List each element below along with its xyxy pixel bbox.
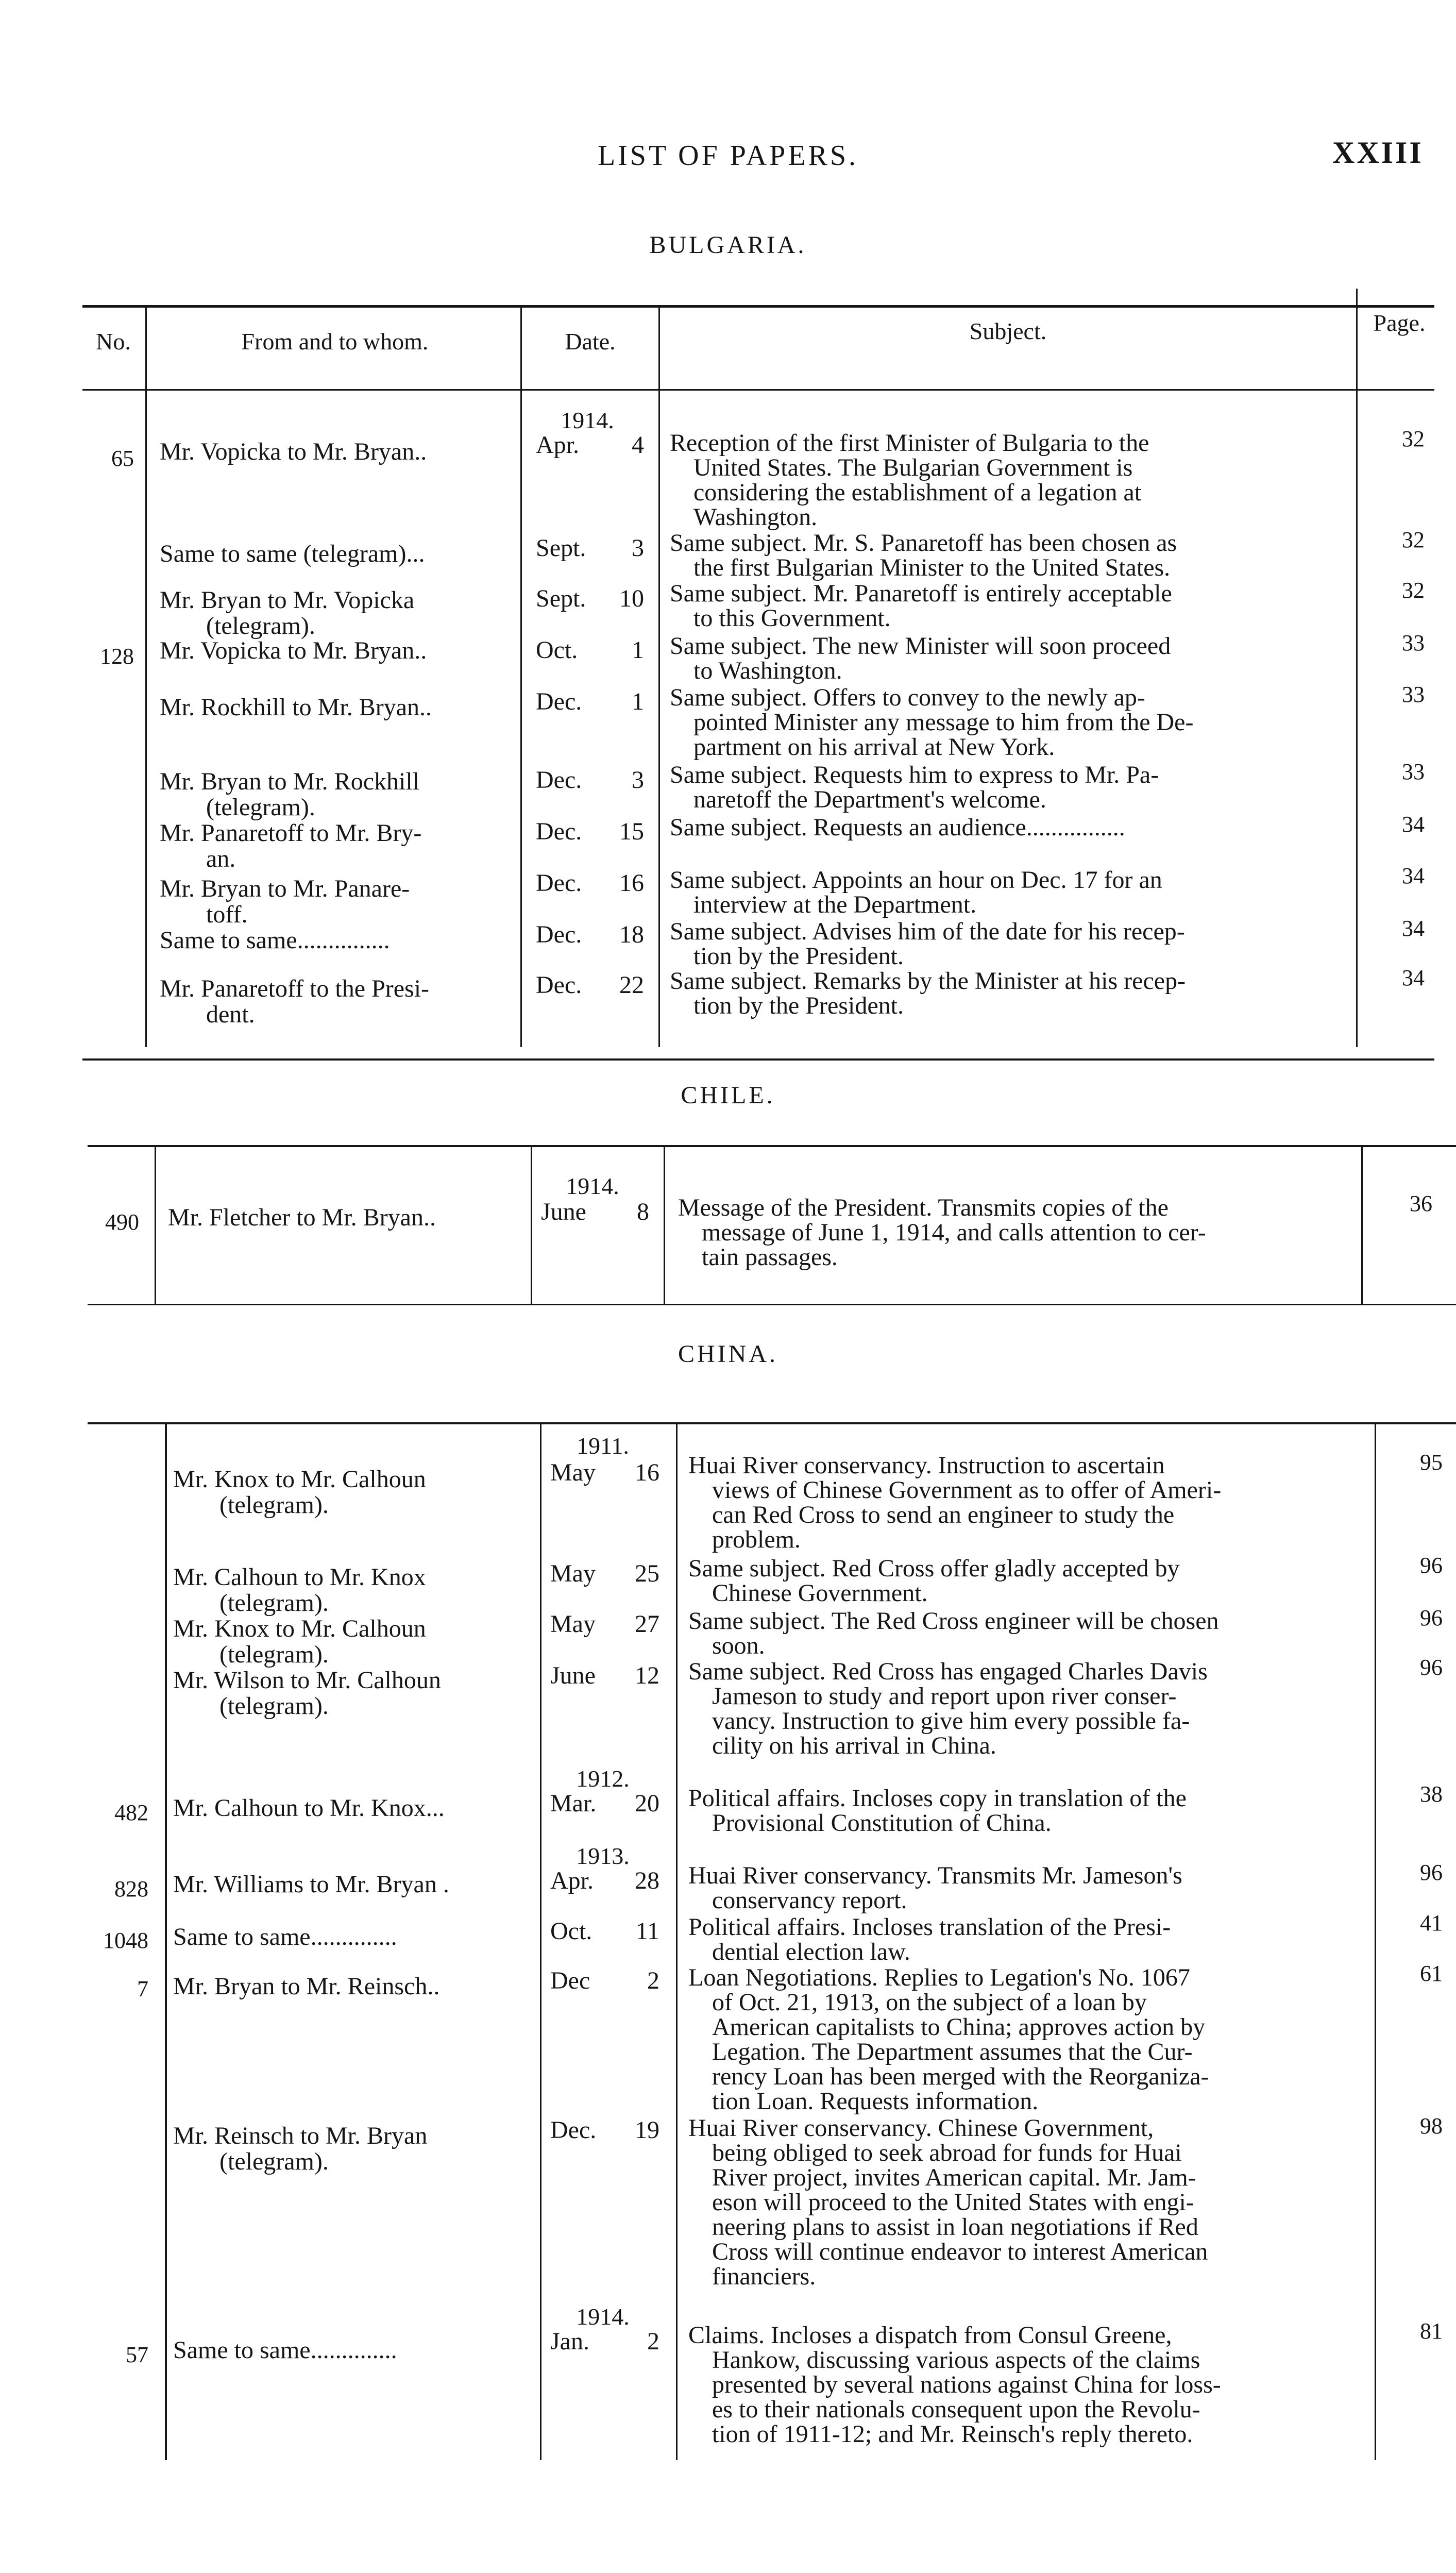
row-date: Mar. 20 [550, 1790, 659, 1817]
row-from-to: Mr. Williams to Mr. Bryan . [173, 1871, 449, 1898]
row-page: 33 [1402, 682, 1425, 707]
row-number: 128 [100, 644, 134, 669]
year-label: 1912. [576, 1765, 630, 1792]
row-page: 61 [1420, 1961, 1443, 1986]
row-subject: Same subject. Mr. S. Panaretoff has been chosen as the first Bulgarian Minister to the United States. [670, 529, 1177, 581]
row-date: Dec. 1 [536, 688, 644, 715]
column-divider [1361, 1147, 1363, 1305]
row-date: Dec. 16 [536, 869, 644, 897]
row-date: Dec 2 [550, 1967, 659, 1994]
row-date: Apr. 28 [550, 1867, 659, 1894]
row-page: 38 [1420, 1781, 1443, 1807]
row-number: 7 [137, 1976, 148, 2002]
row-date: May 16 [550, 1459, 659, 1486]
row-number: 490 [105, 1209, 139, 1235]
row-subject: Claims. Incloses a dispatch from Consul Greene, Hankow, discussing various aspects of the claims presented by several nations against China for loss- es to their nationals consequent upon the Revolu- tion of 1911-12; and Mr. Reinsch's reply thereto. [688, 2322, 1221, 2448]
row-page: 32 [1402, 578, 1425, 603]
section-heading-chile: CHILE. [681, 1082, 775, 1109]
row-from-to: Mr. Bryan to Mr. Panare- toff. [160, 875, 410, 928]
row-subject: Same subject. Requests an audience................ [670, 814, 1125, 841]
row-subject: Same subject. The new Minister will soon proceed to Washington. [670, 632, 1171, 684]
year-label: 1914. [576, 2303, 630, 2330]
row-from-to: Mr. Fletcher to Mr. Bryan.. [168, 1204, 436, 1231]
row-page: 36 [1410, 1191, 1432, 1216]
row-from-to: Same to same.............. [173, 2336, 397, 2364]
row-subject: Reception of the first Minister of Bulgaria to the United States. The Bulgarian Government is considering the establishment of a legation at Washington. [670, 429, 1149, 531]
column-divider [145, 308, 147, 1047]
section-heading-bulgaria: BULGARIA. [649, 231, 807, 259]
row-from-to: Mr. Calhoun to Mr. Knox (telegram). [173, 1563, 426, 1617]
section-heading-china: CHINA. [678, 1340, 778, 1368]
row-page: 34 [1402, 812, 1425, 837]
row-subject: Same subject. Mr. Panaretoff is entirely acceptable to this Government. [670, 580, 1172, 632]
row-subject: Huai River conservancy. Instruction to ascertain views of Chinese Government as to offer of Ameri- can Red Cross to send an engineer to study the problem. [688, 1452, 1222, 1553]
row-date: Dec. 18 [536, 921, 644, 948]
row-number: 65 [111, 446, 134, 471]
header-rule [82, 389, 1434, 391]
row-from-to: Mr. Bryan to Mr. Reinsch.. [173, 1973, 440, 2000]
row-date: June 8 [541, 1198, 649, 1225]
row-page: 96 [1420, 1655, 1443, 1680]
column-divider [165, 1424, 167, 2460]
row-from-to: Mr. Panaretoff to the Presi- dent. [160, 975, 430, 1028]
row-subject: Same subject. Advises him of the date for his recep- tion by the President. [670, 918, 1185, 970]
row-page: 34 [1402, 863, 1425, 888]
row-date: Oct. 1 [536, 636, 644, 664]
column-divider [531, 1147, 532, 1305]
table-top-rule [82, 305, 1434, 308]
row-date: Dec. 19 [550, 2116, 659, 2144]
row-page: 81 [1420, 2318, 1443, 2344]
row-date: Oct. 11 [550, 1918, 659, 1945]
row-page: 96 [1420, 1553, 1443, 1578]
column-divider [658, 308, 660, 1047]
row-page: 32 [1402, 426, 1425, 451]
row-from-to: Mr. Panaretoff to Mr. Bry- an. [160, 819, 422, 872]
year-label: 1913. [576, 1843, 630, 1869]
row-date: May 27 [550, 1610, 659, 1638]
year-label: 1914. [561, 407, 614, 433]
table-bottom-rule [82, 1058, 1434, 1061]
row-page: 98 [1420, 2113, 1443, 2139]
row-from-to: Mr. Bryan to Mr. Rockhill (telegram). [160, 768, 419, 821]
row-number: 828 [114, 1876, 148, 1902]
column-divider [155, 1147, 156, 1305]
row-from-to: Mr. Bryan to Mr. Vopicka (telegram). [160, 586, 415, 640]
column-divider [664, 1147, 665, 1305]
year-label: 1911. [577, 1433, 629, 1459]
table-bottom-rule [88, 1304, 1456, 1305]
row-subject: Political affairs. Incloses copy in translation of the Provisional Constitution of China. [688, 1785, 1187, 1837]
row-date: Sept. 3 [536, 534, 644, 562]
row-date: Sept. 10 [536, 585, 644, 612]
row-subject: Same subject. Offers to convey to the newly ap- pointed Minister any message to him from the De- partment on his arrival at New York. [670, 684, 1194, 761]
row-from-to: Same to same.............. [173, 1923, 397, 1950]
column-header-no: No. [96, 328, 131, 355]
row-from-to: Mr. Vopicka to Mr. Bryan.. [160, 438, 427, 465]
page-title: LIST OF PAPERS. [597, 140, 859, 172]
row-page: 96 [1420, 1605, 1443, 1630]
row-from-to: Mr. Knox to Mr. Calhoun (telegram). [173, 1466, 426, 1519]
row-subject: Huai River conservancy. Transmits Mr. Jameson's conservancy report. [688, 1862, 1182, 1914]
row-date: May 25 [550, 1560, 659, 1587]
row-number: 482 [114, 1800, 148, 1825]
row-date: Dec. 22 [536, 971, 644, 999]
row-subject: Huai River conservancy. Chinese Government, being obliged to seek abroad for funds for Huai River project, invites American capital. Mr. Jam- eson will proceed to the United States with engi- neering plans to assist in loan negotiations if Red Cross will continue endeavor to interest American financiers. [688, 2114, 1208, 2290]
table-top-rule [88, 1145, 1456, 1147]
row-from-to: Same to same............... [160, 927, 390, 954]
row-subject: Same subject. Appoints an hour on Dec. 17 for an interview at the Department. [670, 866, 1162, 918]
column-divider [1375, 1424, 1376, 2460]
page-number: XXIII [1332, 136, 1424, 170]
row-page: 33 [1402, 759, 1425, 784]
row-date: Apr. 4 [536, 431, 644, 459]
row-subject: Loan Negotiations. Replies to Legation's No. 1067 of Oct. 21, 1913, on the subject of a loan by American capitalists to China; approves action by Legation. The Department assumes that the Cur- rency Loan has been merged with the Reorganiza- tion Loan. Requests information. [688, 1964, 1209, 2115]
row-date: Dec. 3 [536, 766, 644, 794]
row-page: 95 [1420, 1450, 1443, 1475]
row-from-to: Mr. Knox to Mr. Calhoun (telegram). [173, 1615, 426, 1668]
row-from-to: Mr. Calhoun to Mr. Knox... [173, 1794, 445, 1822]
row-number: 1048 [103, 1928, 148, 1953]
row-subject: Same subject. Requests him to express to Mr. Pa- naretoff the Department's welcome. [670, 761, 1159, 813]
column-divider [520, 308, 522, 1047]
column-divider [676, 1424, 678, 2460]
column-divider [540, 1424, 541, 2460]
row-page: 32 [1402, 527, 1425, 552]
row-from-to: Mr. Reinsch to Mr. Bryan (telegram). [173, 2122, 428, 2175]
column-header-from: From and to whom. [241, 328, 429, 355]
column-header-page: Page. [1373, 310, 1426, 336]
row-subject: Same subject. Red Cross has engaged Charles Davis Jameson to study and report upon river conser- vancy. Instruction to give him every possible fa- cility on his arrival in China. [688, 1658, 1208, 1759]
row-from-to: Mr. Rockhill to Mr. Bryan.. [160, 694, 432, 721]
row-subject: Same subject. Remarks by the Minister at his recep- tion by the President. [670, 967, 1186, 1019]
column-header-subject: Subject. [969, 318, 1047, 344]
row-date: Jan. 2 [550, 2328, 659, 2355]
row-subject: Same subject. The Red Cross engineer will be chosen soon. [688, 1607, 1219, 1659]
row-from-to: Same to same (telegram)... [160, 540, 425, 567]
row-page: 34 [1402, 916, 1425, 941]
row-date: June 12 [550, 1662, 659, 1689]
row-page: 33 [1402, 630, 1425, 655]
row-from-to: Mr. Wilson to Mr. Calhoun (telegram). [173, 1667, 441, 1720]
row-date: Dec. 15 [536, 818, 644, 845]
column-divider [1356, 289, 1358, 1047]
row-subject: Message of the President. Transmits copies of the message of June 1, 1914, and calls attention to cer- tain passages. [678, 1194, 1206, 1271]
row-page: 96 [1420, 1860, 1443, 1885]
row-page: 41 [1420, 1910, 1443, 1936]
row-number: 57 [126, 2342, 148, 2367]
row-subject: Same subject. Red Cross offer gladly accepted by Chinese Government. [688, 1555, 1180, 1607]
row-page: 34 [1402, 965, 1425, 990]
row-from-to: Mr. Vopicka to Mr. Bryan.. [160, 637, 427, 664]
row-subject: Political affairs. Incloses translation of the Presi- dential election law. [688, 1913, 1171, 1965]
table-top-rule [88, 1422, 1456, 1424]
year-label: 1914. [566, 1173, 619, 1199]
column-header-date: Date. [565, 328, 616, 355]
